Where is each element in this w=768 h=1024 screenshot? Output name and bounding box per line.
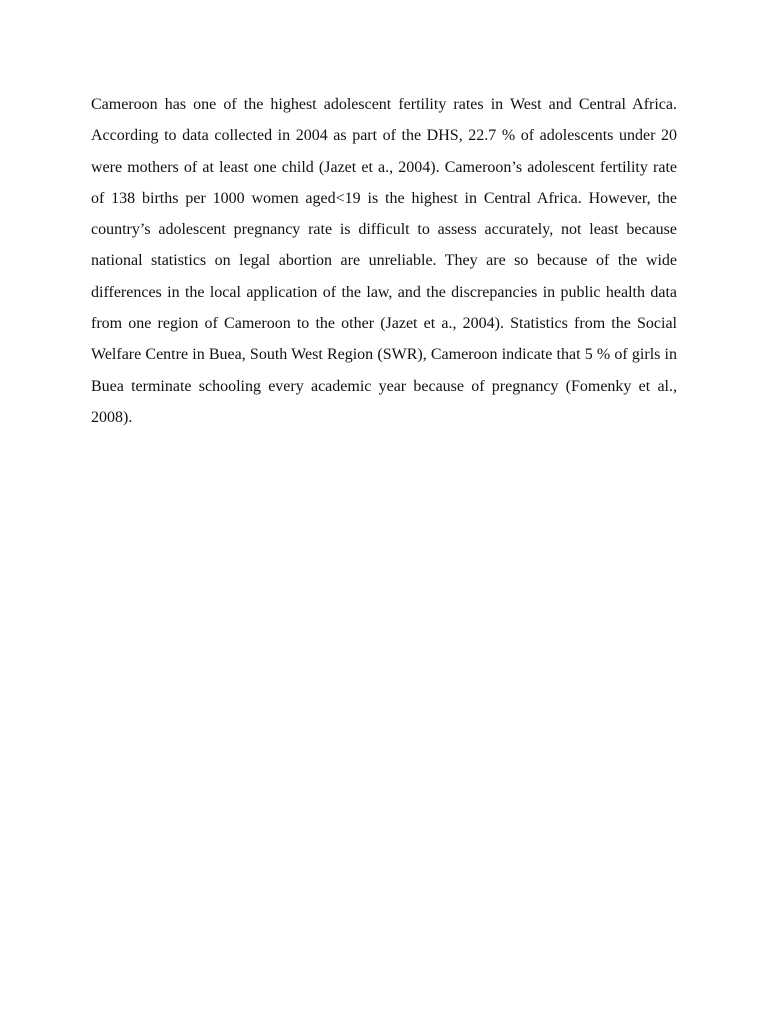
body-paragraph: Cameroon has one of the highest adolescent fertility rates in West and Central Africa. According to data collected in 2004 as part of the DHS, 22.7 % of adolescents under 20 were mothers of at least one child (Jazet et a., 2004). Cameroon’s adolescent fertility rate of 138 births per 1000 women aged<19 is the highest in Central Africa. However, the country’s adolescent pregnancy rate is difficult to assess accurately, not least because national statistics on legal abortion are unreliable. They are so because of the wide differences in the local application of the law, and the discrepancies in public health data from one region of Cameroon to the other (Jazet et a., 2004). Statistics from the Social Welfare Centre in Buea, South West Region (SWR), Cameroon indicate that 5 % of girls in Buea terminate schooling every academic year because of pregnancy (Fomenky et al., 2008). (91, 96, 677, 426)
